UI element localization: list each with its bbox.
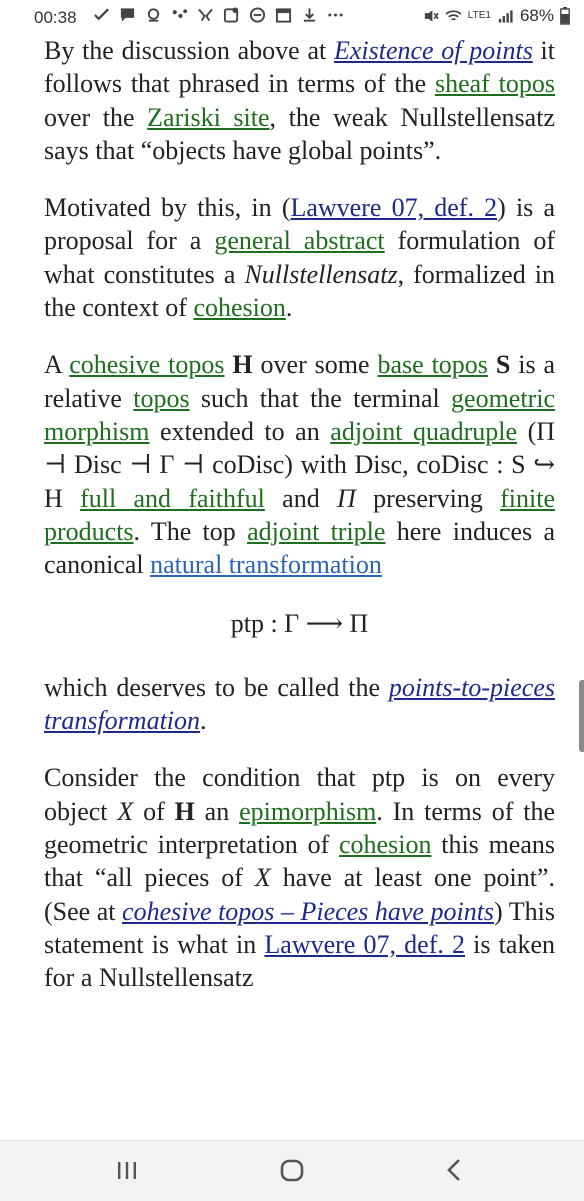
math-X: X	[117, 796, 134, 826]
article-body	[44, 34, 555, 994]
paragraph-existence	[44, 34, 555, 167]
text: such that the terminal	[189, 383, 452, 413]
text: have at least one point”. (See at	[44, 863, 555, 926]
link-finite-products[interactable]: finite products	[44, 483, 555, 546]
display-math-ptp: ptp : Γ ⟶ Π	[230, 609, 369, 639]
math-pi: Π	[337, 483, 356, 513]
paragraph-points-to-pieces	[44, 671, 555, 738]
home-button[interactable]	[277, 1155, 307, 1185]
text: Consider the condition that	[44, 763, 372, 793]
text: with	[292, 450, 355, 480]
text: .	[200, 706, 207, 736]
signal-icon	[497, 7, 514, 25]
math-S: S	[495, 350, 511, 380]
paragraph-cohesive-topos	[44, 348, 555, 581]
text: which deserves to be called the	[44, 672, 389, 702]
text: , formalized in the context of	[44, 259, 555, 323]
status-bar	[0, 0, 584, 36]
link-general-abstract[interactable]: general abstract	[214, 226, 385, 256]
text: ) is a proposal for a	[44, 193, 555, 256]
text: is taken for a Nullstellensatz	[44, 929, 555, 993]
notification-icons	[93, 6, 344, 24]
check-icon	[93, 6, 110, 24]
math-X: X	[254, 863, 271, 893]
minus-circle-icon	[249, 6, 266, 24]
text: is on every object	[44, 763, 555, 826]
math-ptp: ptp	[371, 763, 406, 793]
text: .	[285, 293, 293, 323]
home-icon	[277, 1155, 307, 1185]
text: preserving	[355, 483, 501, 513]
link-adjoint-quadruple[interactable]: adjoint quadruple	[330, 416, 518, 446]
calendar-icon	[275, 6, 292, 24]
link-cohesion[interactable]: cohesion	[339, 829, 432, 859]
math-H: H	[174, 796, 195, 826]
text: , the weak Nullstellensatz says that “objects have global points”.	[44, 102, 555, 165]
paragraph-condition	[44, 761, 555, 994]
math-quadruple: (Π ⊣ Disc ⊣ Γ ⊣ coDisc)	[44, 416, 556, 480]
link-epimorphism[interactable]: epimorphism	[239, 796, 377, 826]
text: over some	[252, 350, 378, 380]
network-label: LTE1	[467, 10, 491, 21]
text: an	[194, 796, 240, 826]
math-disc-codisc: Disc, coDisc : S ↪ H	[44, 450, 555, 513]
recent-apps-icon	[112, 1155, 142, 1185]
status-time: 00:38	[34, 8, 77, 27]
text: of	[133, 796, 175, 826]
link-base-topos[interactable]: base topos	[377, 350, 488, 380]
text: extended to an	[149, 416, 331, 446]
mute-icon	[422, 7, 439, 25]
dots-icon	[171, 6, 188, 24]
link-adjoint-triple[interactable]: adjoint triple	[247, 516, 386, 546]
more-icon	[327, 6, 344, 24]
battery-icon	[560, 7, 570, 25]
link-pieces-have-points[interactable]: cohesive topos – Pieces have points	[122, 896, 495, 926]
text: here induces a canonical	[44, 516, 555, 580]
text: A	[44, 350, 70, 380]
link-natural-transformation[interactable]: natural transformation	[150, 550, 382, 580]
text: ) This statement is what in	[44, 896, 555, 959]
text: this means that “all pieces of	[44, 829, 555, 893]
system-icons	[422, 6, 570, 26]
settings-icon	[223, 6, 240, 24]
link-topos[interactable]: topos	[133, 383, 190, 413]
alarm-icon	[145, 6, 162, 24]
term-nullstellensatz: Nullstellensatz	[244, 259, 398, 289]
vpn-icon	[197, 6, 214, 24]
message-icon	[119, 6, 136, 24]
recent-apps-button[interactable]	[112, 1155, 142, 1185]
math-H: H	[232, 350, 253, 380]
link-cohesion[interactable]: cohesion	[193, 293, 286, 323]
link-geometric-morphism[interactable]: geometric morphism	[44, 383, 555, 446]
wifi-icon	[445, 7, 462, 25]
link-lawvere-07[interactable]: Lawvere 07, def. 2	[290, 193, 498, 223]
link-full-and-faithful[interactable]: full and faithful	[80, 483, 265, 513]
text: over the	[44, 102, 148, 132]
text: . The top	[133, 516, 248, 546]
link-cohesive-topos[interactable]: cohesive topos	[69, 350, 225, 380]
text: Motivated by this, in (	[44, 193, 291, 223]
link-points-to-pieces[interactable]: points-to-pieces transformation	[44, 672, 555, 736]
back-button[interactable]	[440, 1155, 470, 1185]
paragraph-motivation	[44, 191, 555, 324]
battery-percent: 68%	[519, 6, 554, 25]
text: is a relative	[44, 350, 556, 413]
link-sheaf-topos[interactable]: sheaf topos	[434, 69, 555, 99]
text: . In terms of the geometric interpretation of	[44, 796, 556, 859]
download-icon	[301, 6, 318, 24]
text: By the discussion above at	[44, 36, 334, 65]
link-existence-of-points[interactable]: Existence of points	[333, 36, 533, 65]
text: and	[264, 483, 337, 513]
back-icon	[440, 1155, 470, 1185]
link-zariski-site[interactable]: Zariski site	[147, 102, 270, 132]
scroll-indicator[interactable]	[579, 680, 584, 752]
navigation-bar	[0, 1140, 584, 1201]
link-lawvere-07-def2[interactable]: Lawvere 07, def. 2	[264, 929, 466, 959]
text: formulation of what constitutes a	[44, 226, 555, 289]
text: it follows that phrased in terms of the	[44, 36, 555, 99]
